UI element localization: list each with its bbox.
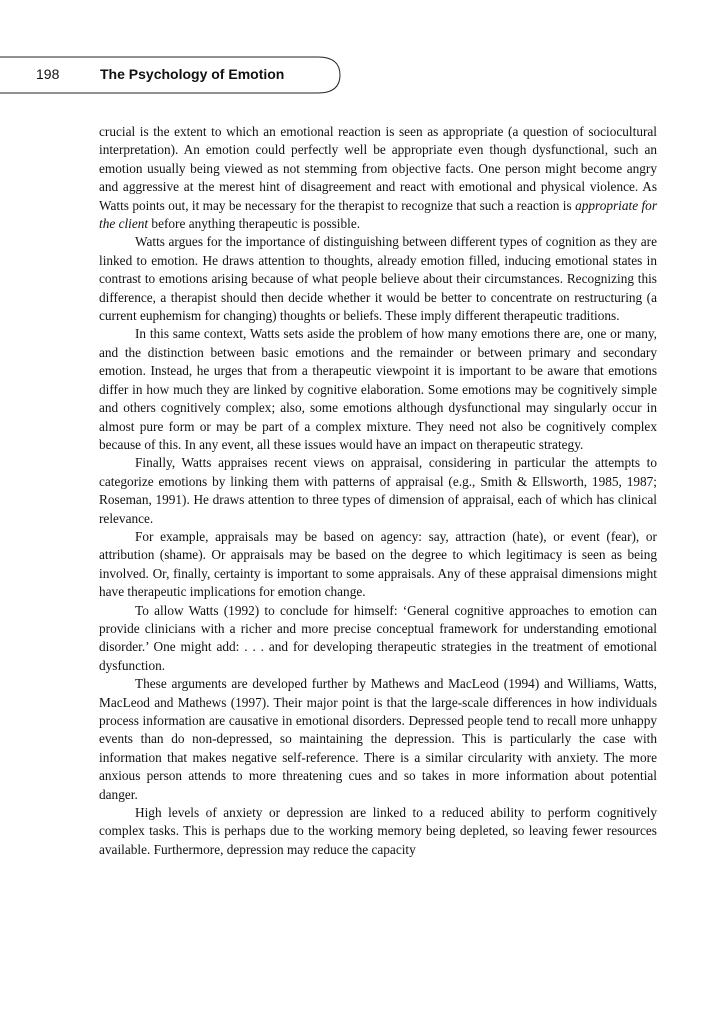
paragraph-text: crucial is the extent to which an emotional reaction is seen as appropriate (a question of sociocultural interpretation). An emotion could perfectly well be appropriate even though dysfunctional, such an emotion usually being viewed as not stemming from objective facts. One person might become angry and aggressive at the merest hint of disagreement and react with emotional and physical violence. As Watts points out, it may be necessary for the therapist to recognize that such a reaction is [99,124,657,213]
body-text [99,123,657,859]
paragraph-8: High levels of anxiety or depression are linked to a reduced ability to perform cognitively complex tasks. This is perhaps due to the working memory being depleted, so leaving fewer resources available. Furthermore, depression may reduce the capacity [99,805,657,857]
paragraph-6: To allow Watts (1992) to conclude for himself: ‘General cognitive approaches to emotion can provide clinicians with a richer and more precise conceptual framework for understanding emotional disorder.’ One might add: . . . and for developing therapeutic strategies in the treatment of emotional dysfunction. [99,602,657,673]
paragraph-2: Watts argues for the importance of distinguishing between different types of cognition as they are linked to emotion. He draws attention to thoughts, already emotion filled, inducing emotional states in contrast to emotions arising because of what people believe about their circumstances. Recognizing this difference, a therapist should then decide whether it would be better to concentrate on restructuring (a current euphemism for changing) thoughts or beliefs. These imply different therapeutic traditions. [99,234,657,324]
book-title: The Psychology of Emotion [100,66,285,82]
paragraph-text: before anything therapeutic is possible. [148,216,361,232]
emphasis-text: appropriate for the client [99,197,657,232]
paragraph-5: For example, appraisals may be based on agency: say, attraction (hate), or event (fear), or attribution (shame). Or appraisals may be based on the degree to which legitimacy is seen as being involved. Or, finally, certainty is important to some appraisals. Any of these appraisal dimensions might have therapeutic implications for emotion change. [99,528,657,600]
running-header [0,56,716,96]
paragraph-7: These arguments are developed further by Mathews and MacLeod (1994) and Williams, Watts, MacLeod and Mathews (1997). Their major point is that the large-scale differences in how individuals process information are causative in emotional disorders. Depressed people tend to recall more unhappy events than do non-depressed, so maintaining the depression. This is particularly the case with information that makes negative self-reference. There is a similar circularity with anxiety. The more anxious person attends to more threatening cues and so takes in more information about potential danger. [99,676,657,802]
paragraph-4: Finally, Watts appraises recent views on appraisal, considering in particular the attempts to categorize emotions by linking them with patterns of appraisal (e.g., Smith & Ellsworth, 1985, 1987; Roseman, 1991). He draws attention to three types of dimension of appraisal, each of which has clinical relevance. [99,455,657,526]
paragraph-1 [99,123,657,233]
page-number: 198 [36,66,60,82]
paragraph-3: In this same context, Watts sets aside the problem of how many emotions there are, one or many, and the distinction between basic emotions and the remainder or between primary and secondary emotion. Instead, he urges that from a therapeutic viewpoint it is important to be aware that emotions differ in how much they are linked by cognitive elaboration. Some emotions may be cognitively simple and others cognitively complex; also, some emotions although dysfunctional may singularly occur in almost pure form or may be part of a complex mixture. They need not also be cognitively complex because of this. In any event, all these issues would have an impact on therapeutic strategy. [99,326,657,452]
